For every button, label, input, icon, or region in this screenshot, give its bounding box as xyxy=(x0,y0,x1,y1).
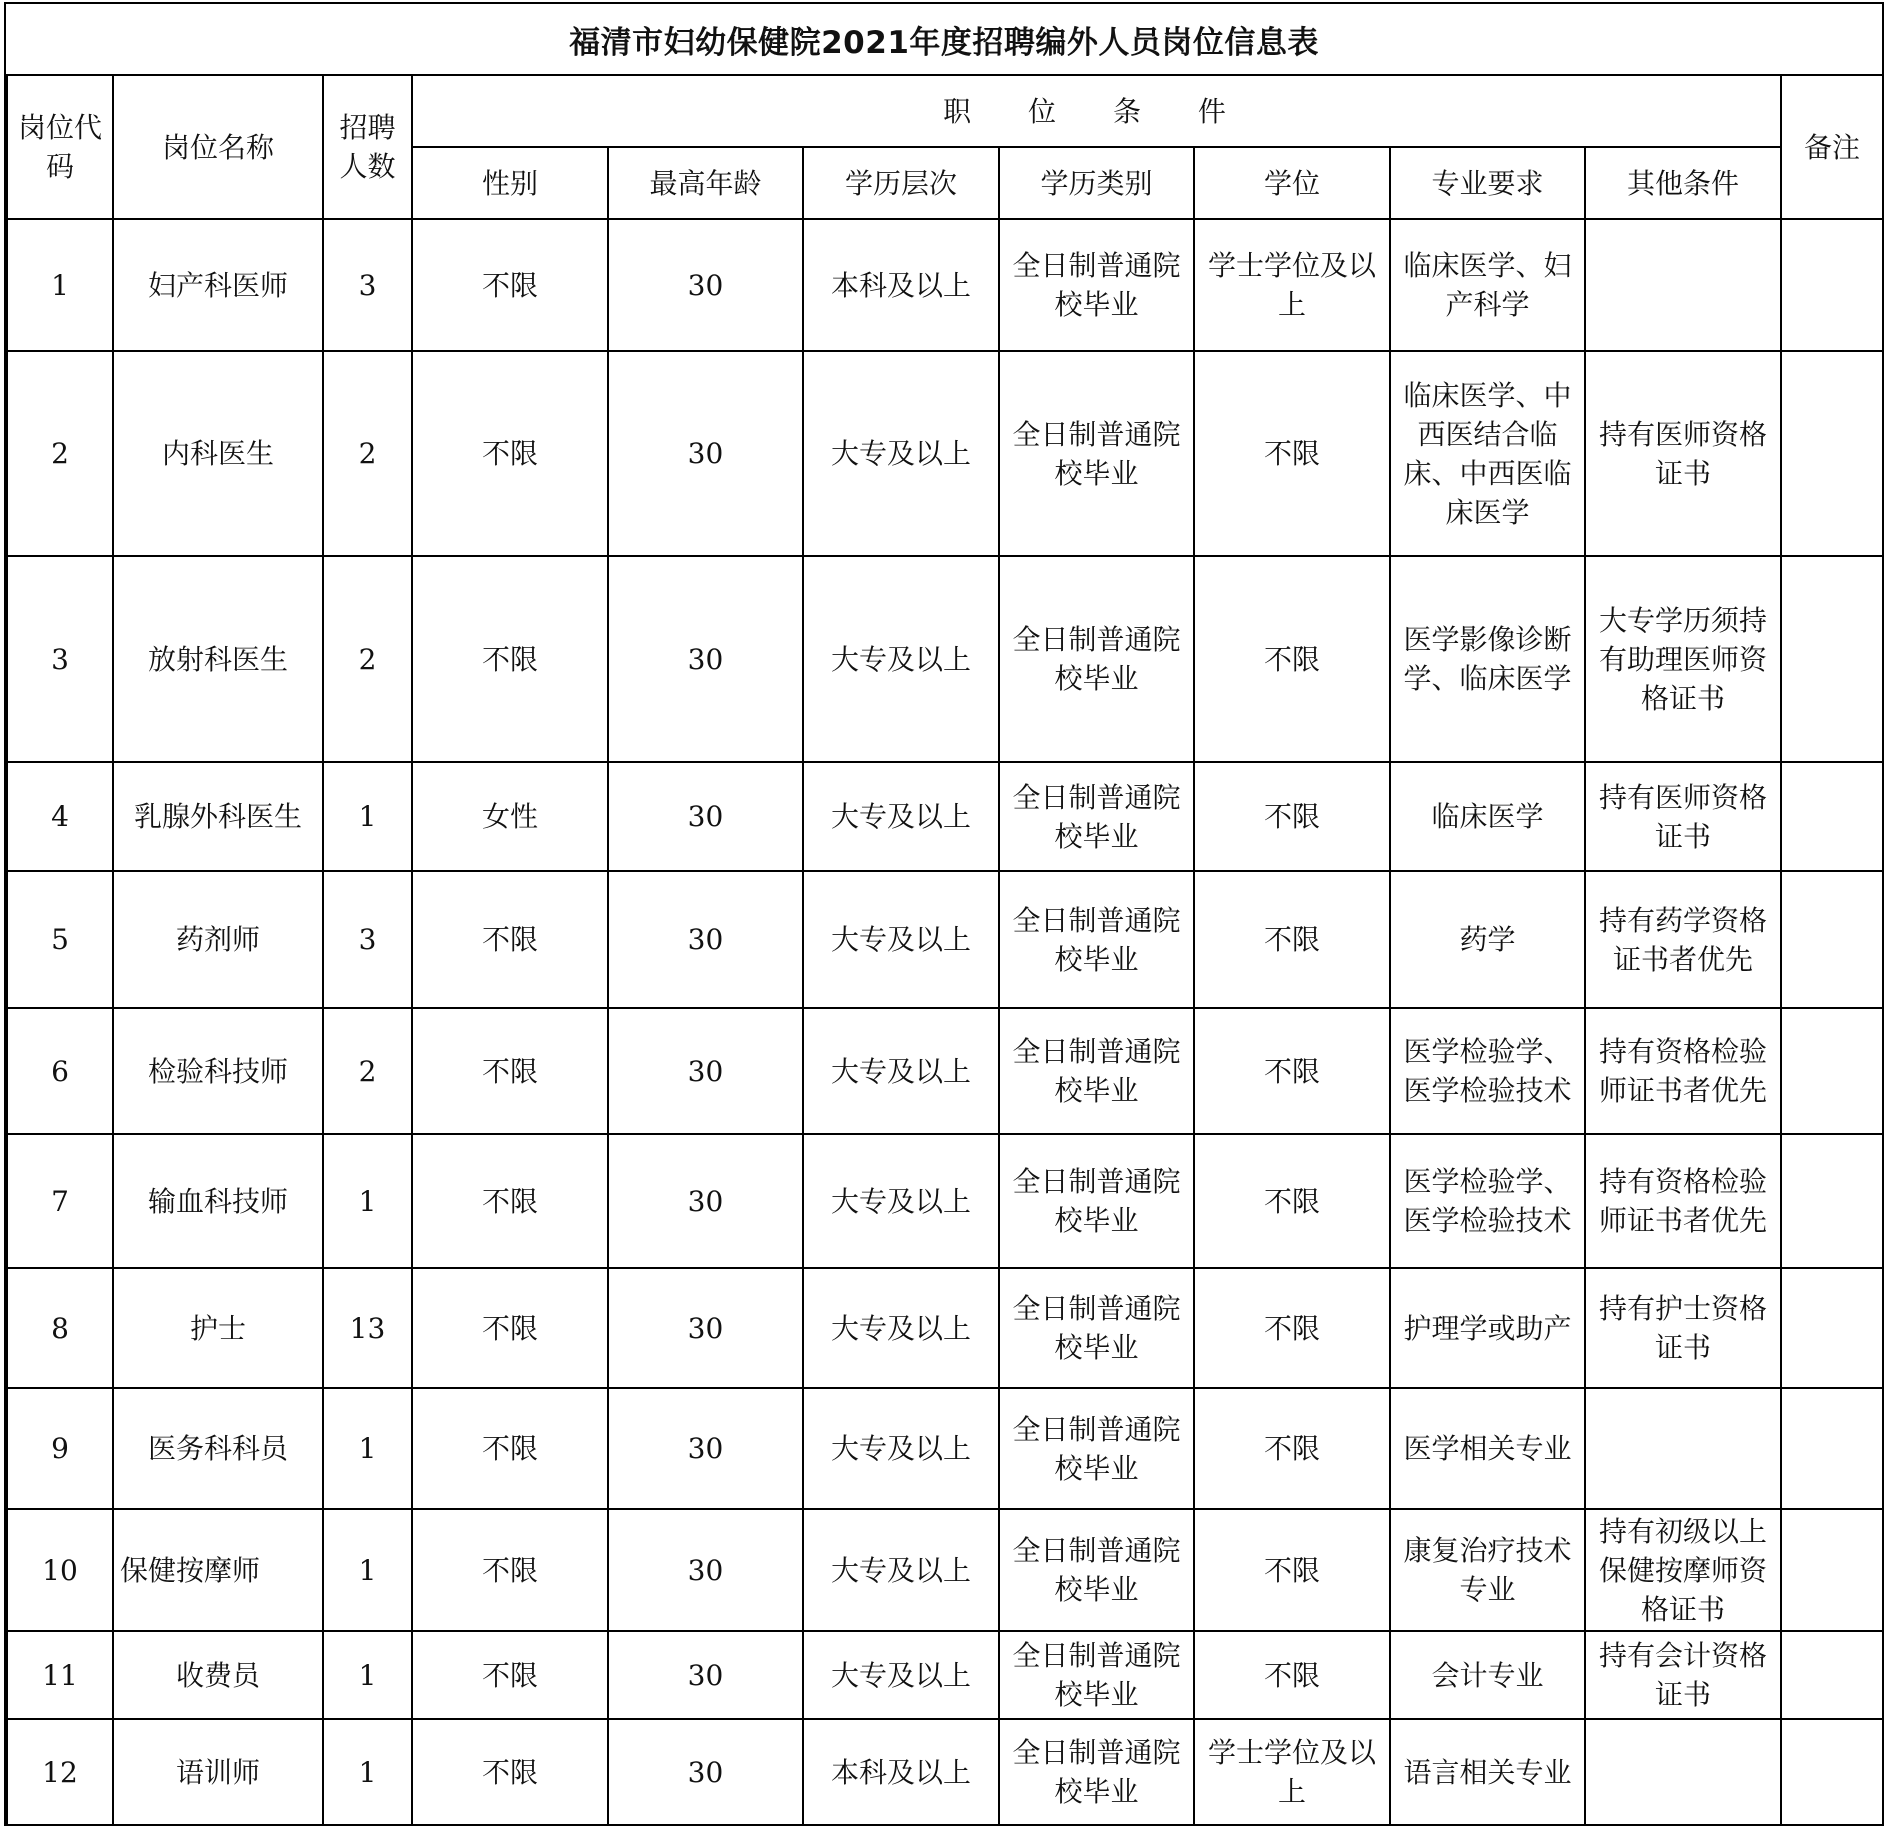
cell-code: 1 xyxy=(7,219,113,351)
cell-degree: 不限 xyxy=(1194,1509,1390,1631)
cell-degree: 学士学位及以上 xyxy=(1194,219,1390,351)
cell-name: 妇产科医师 xyxy=(113,219,323,351)
cell-major: 康复治疗技术专业 xyxy=(1390,1509,1585,1631)
cell-remarks xyxy=(1781,1509,1883,1631)
cell-count: 13 xyxy=(323,1268,412,1388)
cell-count: 1 xyxy=(323,762,412,871)
cell-code: 4 xyxy=(7,762,113,871)
cell-edu-type: 全日制普通院校毕业 xyxy=(999,1719,1194,1825)
cell-major: 临床医学、中西医结合临床、中西医临床医学 xyxy=(1390,351,1585,556)
cell-code: 5 xyxy=(7,871,113,1008)
cell-other: 大专学历须持有助理医师资格证书 xyxy=(1585,556,1781,762)
cell-max-age: 30 xyxy=(608,1268,803,1388)
cell-edu-level: 大专及以上 xyxy=(803,556,999,762)
table-row xyxy=(7,1388,1883,1509)
table-row xyxy=(7,351,1883,556)
cell-code: 6 xyxy=(7,1008,113,1134)
table-row xyxy=(7,1509,1883,1631)
header-name: 岗位名称 xyxy=(113,75,323,219)
cell-major: 会计专业 xyxy=(1390,1631,1585,1719)
cell-degree: 不限 xyxy=(1194,762,1390,871)
cell-name: 护士 xyxy=(113,1268,323,1388)
cell-gender: 不限 xyxy=(412,1268,608,1388)
cell-code: 11 xyxy=(7,1631,113,1719)
cell-name: 收费员 xyxy=(113,1631,323,1719)
cell-code: 2 xyxy=(7,351,113,556)
table-row xyxy=(7,219,1883,351)
cell-edu-level: 大专及以上 xyxy=(803,1631,999,1719)
cell-major: 临床医学 xyxy=(1390,762,1585,871)
header-max-age: 最高年龄 xyxy=(608,147,803,219)
cell-gender: 不限 xyxy=(412,1719,608,1825)
cell-edu-level: 大专及以上 xyxy=(803,1388,999,1509)
header-major: 专业要求 xyxy=(1390,147,1585,219)
cell-max-age: 30 xyxy=(608,1134,803,1268)
cell-edu-level: 大专及以上 xyxy=(803,1509,999,1631)
cell-edu-type: 全日制普通院校毕业 xyxy=(999,1631,1194,1719)
cell-remarks xyxy=(1781,556,1883,762)
cell-remarks xyxy=(1781,1268,1883,1388)
cell-code: 8 xyxy=(7,1268,113,1388)
header-edu-type: 学历类别 xyxy=(999,147,1194,219)
cell-major: 药学 xyxy=(1390,871,1585,1008)
job-info-sheet xyxy=(4,2,1884,1826)
cell-edu-level: 大专及以上 xyxy=(803,1134,999,1268)
cell-major: 医学相关专业 xyxy=(1390,1388,1585,1509)
cell-gender: 不限 xyxy=(412,1134,608,1268)
cell-count: 1 xyxy=(323,1719,412,1825)
cell-name: 乳腺外科医生 xyxy=(113,762,323,871)
header-conditions: 职 位 条 件 xyxy=(412,75,1781,147)
cell-edu-level: 大专及以上 xyxy=(803,1268,999,1388)
cell-gender: 女性 xyxy=(412,762,608,871)
cell-remarks xyxy=(1781,351,1883,556)
cell-major: 医学影像诊断学、临床医学 xyxy=(1390,556,1585,762)
document-title: 福清市妇幼保健院2021年度招聘编外人员岗位信息表 xyxy=(569,24,1319,61)
cell-other xyxy=(1585,219,1781,351)
table-row xyxy=(7,1631,1883,1719)
cell-edu-level: 大专及以上 xyxy=(803,762,999,871)
cell-remarks xyxy=(1781,1008,1883,1134)
cell-remarks xyxy=(1781,1388,1883,1509)
cell-edu-level: 本科及以上 xyxy=(803,1719,999,1825)
header-other: 其他条件 xyxy=(1585,147,1781,219)
cell-degree: 不限 xyxy=(1194,351,1390,556)
cell-remarks xyxy=(1781,1719,1883,1825)
cell-count: 2 xyxy=(323,1008,412,1134)
cell-count: 1 xyxy=(323,1388,412,1509)
header-edu-level: 学历层次 xyxy=(803,147,999,219)
cell-edu-type: 全日制普通院校毕业 xyxy=(999,1008,1194,1134)
cell-degree: 不限 xyxy=(1194,1008,1390,1134)
cell-major: 护理学或助产 xyxy=(1390,1268,1585,1388)
cell-code: 3 xyxy=(7,556,113,762)
cell-gender: 不限 xyxy=(412,219,608,351)
cell-max-age: 30 xyxy=(608,1719,803,1825)
cell-max-age: 30 xyxy=(608,1008,803,1134)
cell-remarks xyxy=(1781,1134,1883,1268)
cell-other: 持有资格检验师证书者优先 xyxy=(1585,1008,1781,1134)
cell-max-age: 30 xyxy=(608,1509,803,1631)
cell-edu-type: 全日制普通院校毕业 xyxy=(999,1509,1194,1631)
cell-gender: 不限 xyxy=(412,351,608,556)
cell-name: 内科医生 xyxy=(113,351,323,556)
cell-degree: 不限 xyxy=(1194,556,1390,762)
cell-major: 临床医学、妇产科学 xyxy=(1390,219,1585,351)
cell-remarks xyxy=(1781,1631,1883,1719)
cell-degree: 不限 xyxy=(1194,1268,1390,1388)
cell-count: 2 xyxy=(323,556,412,762)
cell-other: 持有会计资格证书 xyxy=(1585,1631,1781,1719)
cell-name: 检验科技师 xyxy=(113,1008,323,1134)
cell-name: 放射科医生 xyxy=(113,556,323,762)
cell-gender: 不限 xyxy=(412,1509,608,1631)
cell-max-age: 30 xyxy=(608,1631,803,1719)
cell-remarks xyxy=(1781,219,1883,351)
table-row xyxy=(7,871,1883,1008)
cell-gender: 不限 xyxy=(412,871,608,1008)
cell-edu-type: 全日制普通院校毕业 xyxy=(999,556,1194,762)
cell-count: 3 xyxy=(323,219,412,351)
table-row xyxy=(7,762,1883,871)
cell-degree: 不限 xyxy=(1194,871,1390,1008)
cell-count: 1 xyxy=(323,1134,412,1268)
table-body xyxy=(7,219,1883,1825)
job-table xyxy=(6,74,1884,1826)
table-row xyxy=(7,1268,1883,1388)
table-row xyxy=(7,1008,1883,1134)
cell-max-age: 30 xyxy=(608,871,803,1008)
header-remarks: 备注 xyxy=(1781,75,1883,219)
cell-count: 2 xyxy=(323,351,412,556)
cell-edu-type: 全日制普通院校毕业 xyxy=(999,219,1194,351)
cell-edu-level: 大专及以上 xyxy=(803,1008,999,1134)
cell-degree: 不限 xyxy=(1194,1631,1390,1719)
table-row xyxy=(7,1134,1883,1268)
cell-edu-level: 本科及以上 xyxy=(803,219,999,351)
cell-code: 12 xyxy=(7,1719,113,1825)
cell-other: 持有药学资格证书者优先 xyxy=(1585,871,1781,1008)
cell-edu-type: 全日制普通院校毕业 xyxy=(999,762,1194,871)
header-count: 招聘人数 xyxy=(323,75,412,219)
cell-name: 药剂师 xyxy=(113,871,323,1008)
cell-major: 医学检验学、医学检验技术 xyxy=(1390,1008,1585,1134)
header-gender: 性别 xyxy=(412,147,608,219)
cell-edu-level: 大专及以上 xyxy=(803,871,999,1008)
cell-gender: 不限 xyxy=(412,1388,608,1509)
cell-name: 输血科技师 xyxy=(113,1134,323,1268)
cell-gender: 不限 xyxy=(412,556,608,762)
header-row-top xyxy=(7,75,1883,147)
cell-max-age: 30 xyxy=(608,762,803,871)
cell-gender: 不限 xyxy=(412,1008,608,1134)
table-row xyxy=(7,1719,1883,1825)
cell-code: 9 xyxy=(7,1388,113,1509)
cell-major: 医学检验学、医学检验技术 xyxy=(1390,1134,1585,1268)
cell-other xyxy=(1585,1719,1781,1825)
cell-remarks xyxy=(1781,762,1883,871)
table-row xyxy=(7,556,1883,762)
cell-other: 持有医师资格证书 xyxy=(1585,351,1781,556)
header-degree: 学位 xyxy=(1194,147,1390,219)
cell-gender: 不限 xyxy=(412,1631,608,1719)
cell-remarks xyxy=(1781,871,1883,1008)
cell-name: 保健按摩师 xyxy=(113,1509,323,1631)
cell-edu-type: 全日制普通院校毕业 xyxy=(999,351,1194,556)
cell-count: 3 xyxy=(323,871,412,1008)
cell-edu-type: 全日制普通院校毕业 xyxy=(999,1388,1194,1509)
cell-edu-level: 大专及以上 xyxy=(803,351,999,556)
cell-major: 语言相关专业 xyxy=(1390,1719,1585,1825)
cell-degree: 学士学位及以上 xyxy=(1194,1719,1390,1825)
cell-code: 7 xyxy=(7,1134,113,1268)
cell-count: 1 xyxy=(323,1631,412,1719)
cell-max-age: 30 xyxy=(608,351,803,556)
header-code: 岗位代码 xyxy=(7,75,113,219)
cell-other: 持有资格检验师证书者优先 xyxy=(1585,1134,1781,1268)
cell-code: 10 xyxy=(7,1509,113,1631)
cell-max-age: 30 xyxy=(608,1388,803,1509)
cell-edu-type: 全日制普通院校毕业 xyxy=(999,871,1194,1008)
cell-max-age: 30 xyxy=(608,219,803,351)
cell-name: 语训师 xyxy=(113,1719,323,1825)
cell-count: 1 xyxy=(323,1509,412,1631)
cell-other: 持有初级以上保健按摩师资格证书 xyxy=(1585,1509,1781,1631)
cell-other xyxy=(1585,1388,1781,1509)
cell-name: 医务科科员 xyxy=(113,1388,323,1509)
cell-edu-type: 全日制普通院校毕业 xyxy=(999,1134,1194,1268)
cell-other: 持有医师资格证书 xyxy=(1585,762,1781,871)
cell-degree: 不限 xyxy=(1194,1388,1390,1509)
cell-degree: 不限 xyxy=(1194,1134,1390,1268)
cell-other: 持有护士资格证书 xyxy=(1585,1268,1781,1388)
cell-edu-type: 全日制普通院校毕业 xyxy=(999,1268,1194,1388)
cell-max-age: 30 xyxy=(608,556,803,762)
